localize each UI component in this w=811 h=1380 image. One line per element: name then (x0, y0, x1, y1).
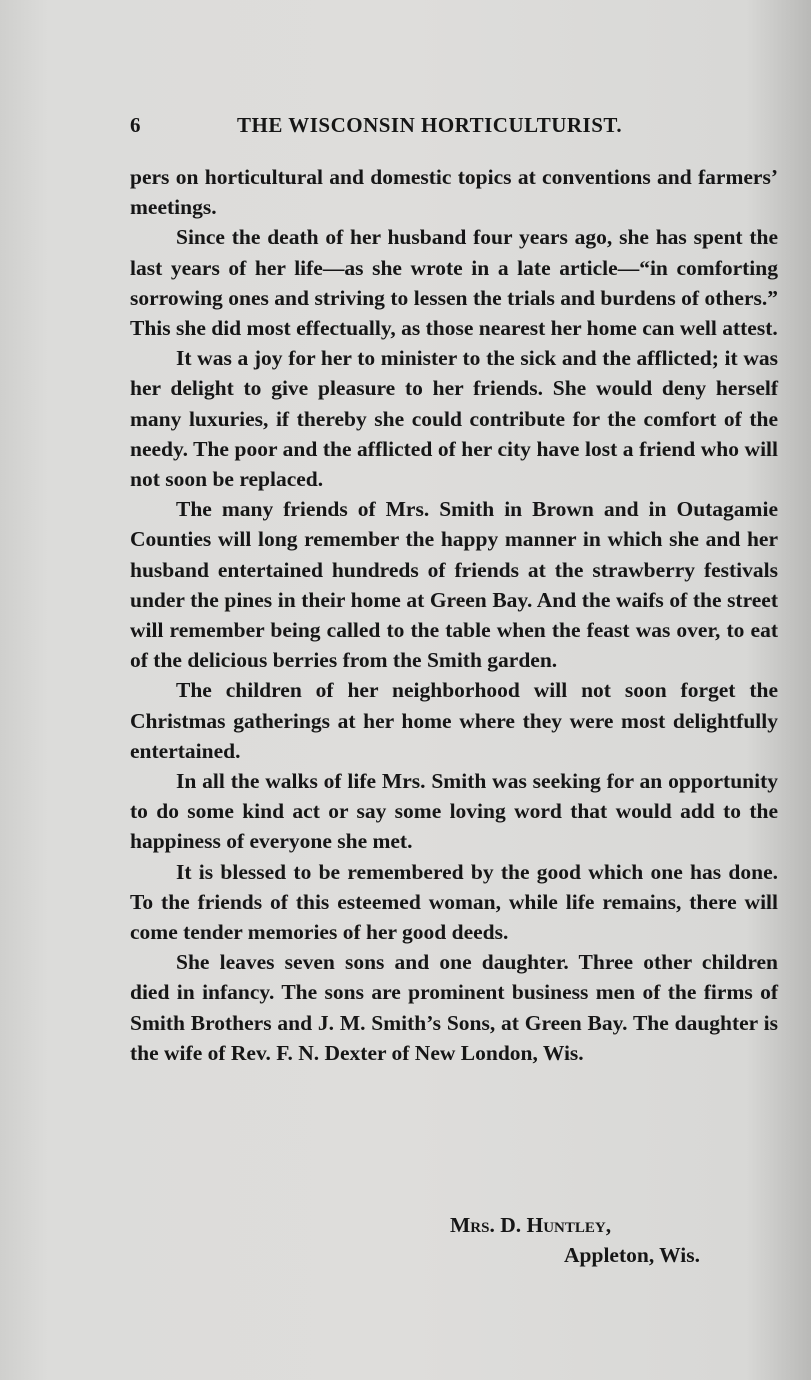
paragraph-remembered: It is blessed to be remembered by the good which one has done. To the friends of this esteemed woman, while life remains, there will come tender memories of her good deeds. (130, 859, 778, 945)
paragraph-strawberry-festivals: The many friends of Mrs. Smith in Brown and in Outagamie Counties will long remember the happy manner in which she and her husband entertained hundreds of friends at the strawberry festivals under the pines in their home at Green Bay. And the waifs of the street will remember being called to the table when the feast was over, to eat of the delicious berries from the Smith garden. (130, 497, 778, 673)
paragraph-walks-of-life: In all the walks of life Mrs. Smith was seeking for an opportunity to do some kind act or say some loving word that would add to the happiness of everyone she met. (130, 769, 778, 854)
paragraph-husband-death: Since the death of her husband four years ago, she has spent the last years of her life—as she wrote in a late article—“in comforting sorrowing ones and striving to lessen the trials and burdens of others.” This she did most effectually, as those nearest her home can well attest. (130, 225, 778, 341)
paragraph-continuation: pers on horticultural and domestic topics at conventions and farmers’ meetings. (130, 165, 778, 220)
signature-name: Mrs. D. Huntley, (450, 1213, 612, 1237)
paragraph-christmas: The children of her neighborhood will not soon forget the Christmas gatherings at her home where they were most delightfully entertained. (130, 678, 778, 763)
page-number: 6 (130, 113, 141, 137)
running-head (130, 113, 678, 143)
signature-place: Appleton, Wis. (564, 1243, 701, 1267)
journal-title: THE WISCONSIN HORTICULTURIST. (237, 113, 623, 137)
paragraph-minister-sick: It was a joy for her to minister to the sick and the afflicted; it was her delight to give pleasure to her friends. She would deny herself many luxuries, if thereby she could contribute for the comfort of the needy. The poor and the afflicted of her city have lost a friend who will not soon be replaced. (130, 346, 778, 492)
paragraph-family: She leaves seven sons and one daughter. Three other children died in infancy. The sons are prominent business men of the firms of Smith Brothers and J. M. Smith’s Sons, at Green Bay. The daughter is the wife of Rev. F. N. Dexter of New London, Wis. (130, 950, 778, 1065)
article-body (130, 162, 778, 1068)
